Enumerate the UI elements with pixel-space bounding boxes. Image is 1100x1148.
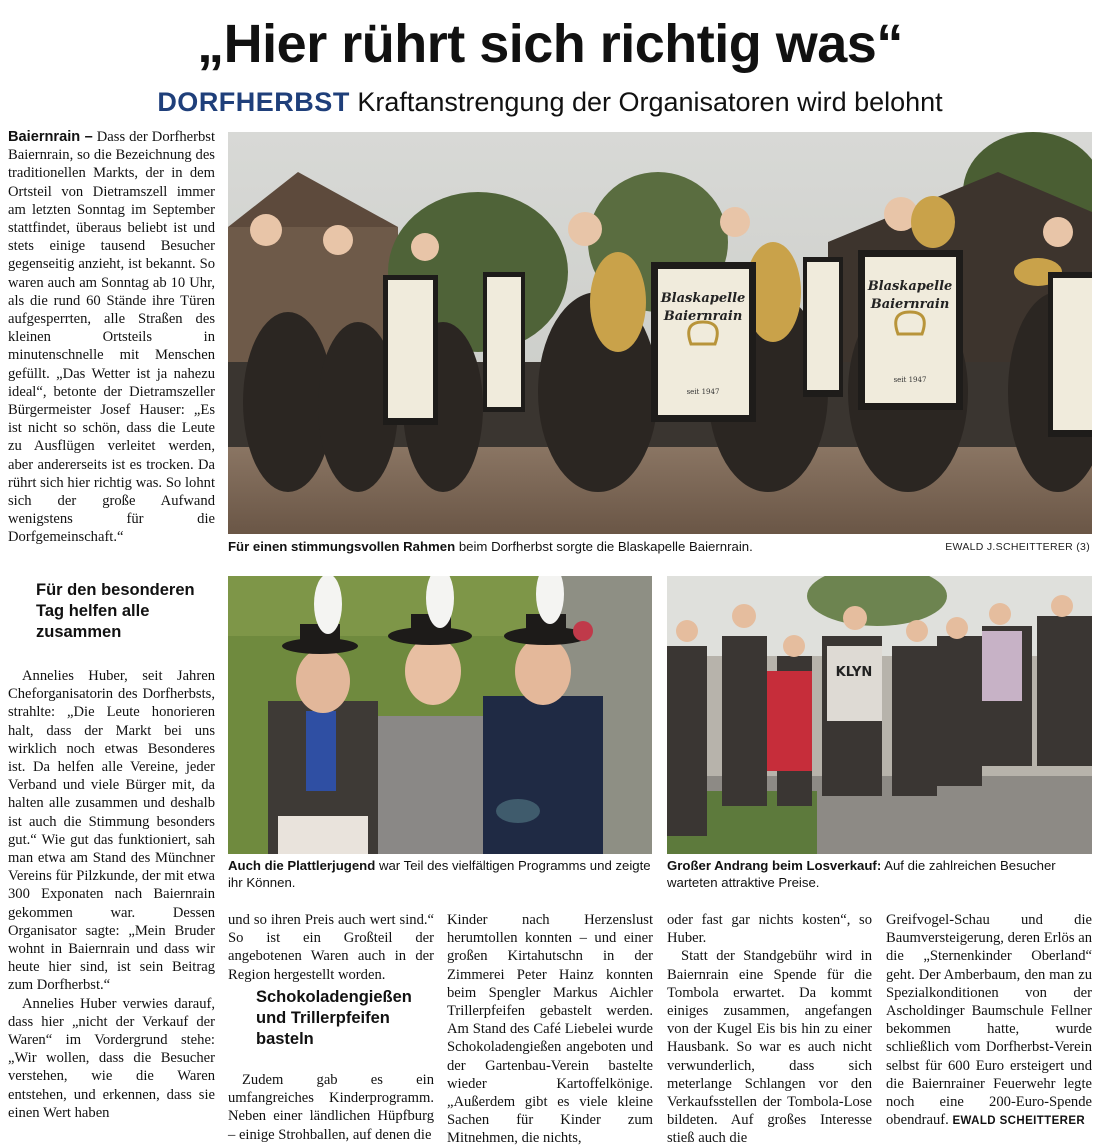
subheading-1 [36, 580, 216, 643]
banner-text: Blaskapelle [660, 291, 746, 306]
paragraph: oder fast gar nichts kosten“, so Huber. [667, 912, 872, 947]
crowd-photo-image [667, 576, 1092, 854]
text-column-4 [667, 911, 872, 1148]
caption-text: Auf die zahlreichen Besucher warteten attraktive Preise. [667, 858, 1056, 890]
text-column-2b [228, 1071, 434, 1144]
text-column-2 [228, 911, 434, 984]
author-byline: EWALD SCHEITTERER [952, 1115, 1086, 1128]
band-photo-image [228, 132, 1092, 534]
text-column-1 [8, 128, 215, 547]
youth-photo-image [228, 576, 652, 854]
subheadline [0, 86, 1100, 118]
paragraph: Kinder nach Herzenslust herumtollen konnten – und einer großen Kirtahutschn in der Zimmerei Peter Hainz konnten beim Spengler Markus Aichler Trillerpfeifen gebastelt werden. Am Stand des Café Liebelei wurde Schokoladengießen angeboten und der Gartenbau-Verein bastelte wieder Kartoffelkönige. „Außerdem gibt es viele kleine Sachen für Kinder zum Mitnehmen, die nichts, [447, 912, 653, 1147]
caption-bold: Für einen stimmungsvollen Rahmen [228, 539, 456, 554]
youth-photo-caption [228, 857, 652, 891]
caption-text: beim Dorfherbst sorgte die Blaskapelle Baiernrain. [455, 539, 753, 554]
crowd-photo [667, 576, 1092, 854]
subheading-text: Schokoladengießen und Trillerpfeifen basteln [256, 988, 412, 1048]
subheadline-text: Kraftanstrengung der Organisatoren wird belohnt [357, 87, 943, 117]
paragraph: Zudem gab es ein umfangreiches Kinderprogramm. Neben einer ländlichen Hüpfburg – einige Strohballen, auf denen die [228, 1072, 434, 1143]
text-column-3 [447, 911, 653, 1148]
caption-text: war Teil des vielfältigen Programms und zeigte ihr Können. [228, 858, 651, 890]
banner-year: seit 1947 [686, 388, 720, 396]
banner-text: Baiernrain [663, 309, 743, 324]
headline: „Hier rührt sich richtig was“ [197, 14, 903, 74]
crowd-photo-caption [667, 857, 1092, 891]
text-column-1b [8, 667, 215, 1122]
shirt-print: KLYN [835, 665, 873, 680]
kicker: DORFHERBST [157, 87, 350, 117]
caption-bold: Auch die Plattlerjugend [228, 858, 376, 873]
photo-credit: EWALD J.SCHEITTERER (3) [945, 541, 1090, 553]
subheading-text: Für den besonderen Tag helfen alle zusammen [36, 581, 195, 641]
banner-text: Blaskapelle [867, 279, 953, 294]
banner-text: Baiernrain [870, 297, 950, 312]
caption-bold: Großer Andrang beim Losverkauf: [667, 858, 882, 873]
paragraph: Greifvogel-Schau und die Baumversteigerung, deren Erlös an die „Sternenkinder Oberland“ geht. Der Amberbaum, den man zu Spezialkonditionen von der Ascholdinger Baumschule Fellner bekommen hatte, wurde schließlich vom Dorfherbst-Verein selbst für 600 Euro ersteigert und die Baiernrainer Feuerwehr legte noch eine 200-Euro-Spende obendrauf. [886, 912, 1092, 1129]
banner-year: seit 1947 [893, 376, 927, 384]
text-column-5 [886, 911, 1092, 1130]
paragraph: Statt der Standgebühr wird in Baiernrain eine Spende für die Tombola erwartet. Da kommt einiges zusammen, angefangen von der Kugel Eis bis hin zu einer Hausbank. So war es auch nicht verwunderlich, dass sich meterlange Schlangen vor den Verkaufsstellen der Tombola-Lose bildeten. Auf großes Interesse stieß auch die [667, 948, 872, 1147]
subheading-2 [256, 987, 431, 1050]
paragraph: Annelies Huber, seit Jahren Cheforganisatorin des Dorfherbsts, strahlte: „Die Leute honorieren halt, dass der Markt bei uns wirklich noch etwas Besonderes ist. Da helfen alle Vereine, jeder Verband und viele Bürger mit, da halten alle zusammen und deshalb ist auch die Stimmung besonders gut.“ Wie gut das funktioniert, sah man etwa am Stand des Münchner Vereins für Pilzkunde, der mit etwa 300 Exponaten nach Baiernrain gekommen war. Dessen Organisator sagte: „Mein Bruder wohnt in Baiernrain und dass wir heute hier sind, ist sein Beitrag zum Dorfherbst.“ [8, 668, 215, 994]
dateline: Baiernrain – [8, 129, 93, 145]
paragraph: Annelies Huber verwies darauf, dass hier „nicht der Verkauf der Waren“ im Vordergrund stehe: „Wir wollen, dass die Besucher verstehen, wie die Waren entstehen, und erkennen, dass sie einen Wert haben [8, 995, 215, 1121]
band-photo [228, 132, 1092, 534]
youth-photo [228, 576, 652, 854]
main-photo-caption [228, 538, 928, 555]
paragraph: Dass der Dorfherbst Baiernrain, so die Bezeichnung des traditionellen Markts, der in dem Ortsteil von Dietramszell immer am letzten Sonntag im September stattfindet, überaus beliebt ist und stets einige tausend Besucher gegenseitig anzieht, ist bekannt. So waren auch am Sonntag ab 10 Uhr, als die rund 60 Stände ihre Türen aufgesperrten, alle Straßen des kleinen Ortsteils in minutenschnelle mit Menschen gefüllt. „Das Wetter ist ja nahezu ideal“, betonte der Dietramszeller Bürgermeister Josef Hauser: „Es ist nicht so schön, dass die Leute zu Ausflügen verleitet werden, aber andererseits ist es trocken. Da rührt sich hier richtig was. So lohnt sich der große Aufwand wenigstens für die Dorfgemeinschaft.“ [8, 129, 216, 546]
paragraph: und so ihren Preis auch wert sind.“ So ist ein Großteil der angebotenen Waren auch in der Region hergestellt worden. [228, 912, 434, 983]
